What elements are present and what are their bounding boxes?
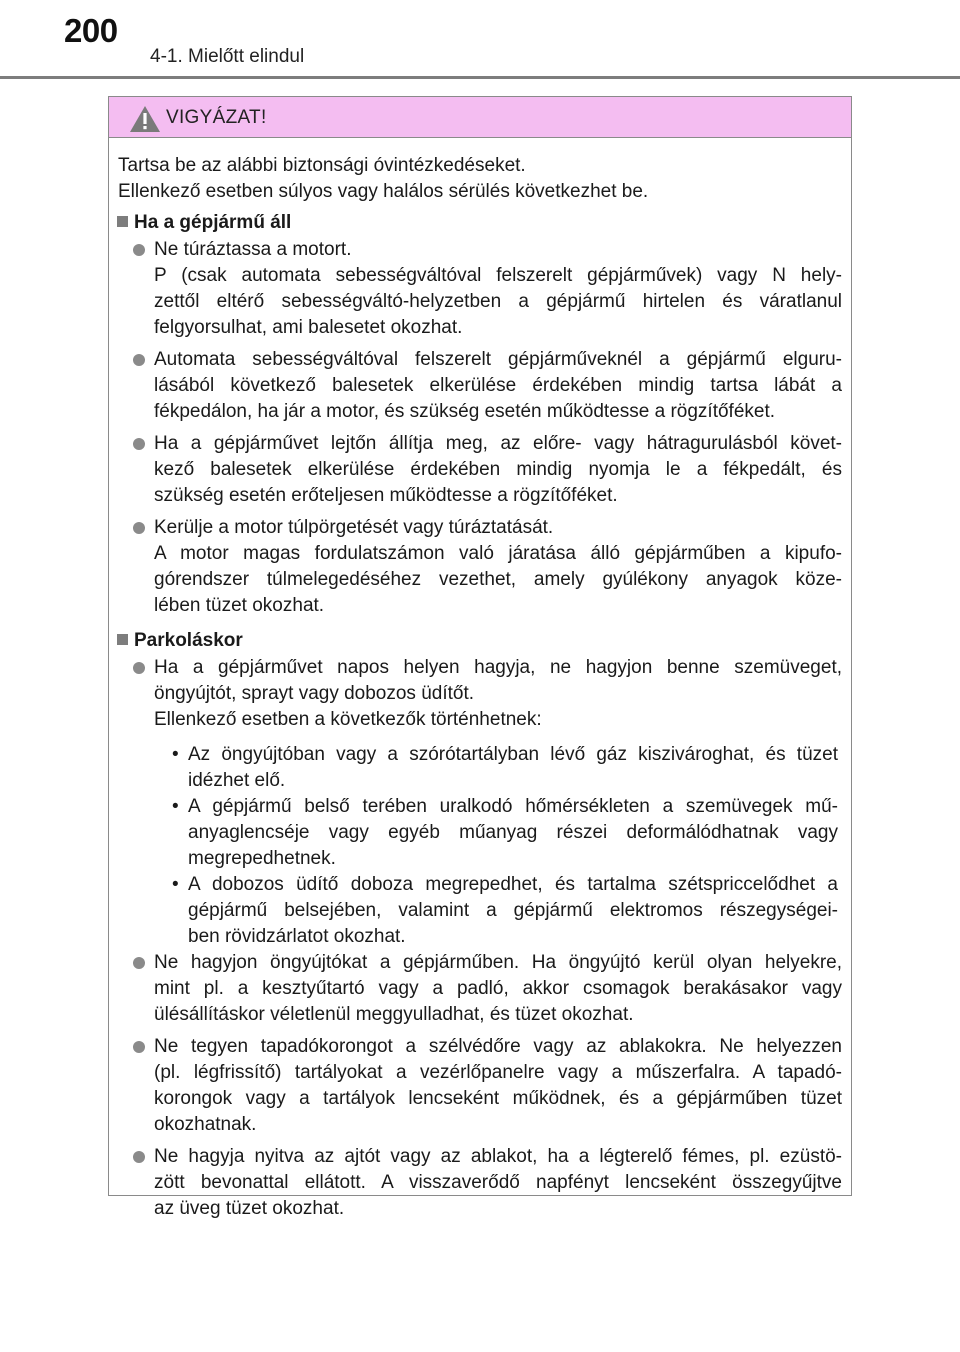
square-bullet-icon: [117, 216, 128, 227]
list-item-line: P (csak automata sebességváltóval felszerelt gépjárművek) vagy N hely-: [154, 265, 842, 286]
bullet-dot-icon: [133, 354, 145, 366]
intro-line: Tartsa be az alábbi biztonsági óvintézkedéseket.: [118, 155, 526, 176]
list-item-line: Ne túráztassa a motort.: [154, 239, 352, 260]
page-number: 200: [64, 12, 118, 49]
warning-triangle-icon: [129, 105, 161, 133]
bullet-dot-icon: [133, 244, 145, 256]
sub-item-line: megrepedhetnek.: [188, 848, 336, 869]
list-item-line: Automata sebességváltóval felszerelt gépjárműveknél a gépjármű elguru-: [154, 349, 842, 370]
list-item-line: kező balesetek elkerülése érdekében mindig nyomja le a fékpedált, és: [154, 459, 842, 480]
sub-bullet: •: [172, 796, 179, 817]
list-item-line: ülésállításkor véletlenül meggyulladhat, és tüzet okozhat.: [154, 1004, 634, 1025]
header-rule: [0, 76, 960, 79]
list-item-line: Ne tegyen tapadókorongot a szélvédőre vagy az ablakokra. Ne helyezzen: [154, 1036, 842, 1057]
list-item-line: az üveg tüzet okozhat.: [154, 1198, 345, 1219]
list-item-line: górendszer túlmelegedéséhez vezethet, amely gyúlékony anyagok köze-: [154, 569, 842, 590]
list-item-line: zött bevonattal ellátott. A visszaverődő napfényt lencseként összegyűjtve: [154, 1172, 842, 1193]
section-heading: Parkoláskor: [117, 628, 243, 654]
sub-item-line: gépjármű belsejében, valamint a gépjármű elektromos részegységei-: [188, 900, 838, 921]
list-item-line: lében tüzet okozhat.: [154, 595, 325, 616]
warning-box: [108, 96, 852, 1219]
list-item-line: korongok vagy a tartályok lencseként működnek, és a gépjárműben tüzet: [154, 1088, 842, 1109]
warning-header: [109, 97, 851, 138]
sub-item-line: A gépjármű belső terében uralkodó hőmérsékleten a szemüvegek mű-: [188, 796, 838, 817]
page-header: [0, 0, 960, 80]
list-item-line: zettől eltérő sebességváltó-helyzetben a gépjármű hirtelen és váratlanul: [154, 291, 842, 312]
section-title: 4-1. Mielőtt elindul: [150, 46, 305, 67]
bullet-dot-icon: [133, 522, 145, 534]
list-item-line: szükség esetén erőteljesen működtesse a rögzítőféket.: [154, 485, 618, 506]
warning-title: VIGYÁZAT!: [166, 107, 267, 128]
list-item-line: Ellenkező esetben a következők történhetnek:: [154, 709, 542, 730]
list-item-line: lásából következő balesetek elkerülése érdekében mindig tartsa lábát a: [154, 375, 842, 396]
bullet-dot-icon: [133, 957, 145, 969]
list-item-line: A motor magas fordulatszámon való járatása álló gépjárműben a kipufo-: [154, 543, 842, 564]
sub-bullet: •: [172, 744, 179, 765]
warning-body: [109, 138, 851, 1219]
bullet-dot-icon: [133, 438, 145, 450]
bullet-dot-icon: [133, 1041, 145, 1053]
sub-bullet: •: [172, 874, 179, 895]
sub-item-line: A dobozos üdítő doboza megrepedhet, és tartalma szétspriccelődhet a: [188, 874, 838, 895]
sub-item-line: anyaglencséje vagy egyéb műanyag részei deformálódhatnak vagy: [188, 822, 838, 843]
list-item-line: öngyújtót, sprayt vagy dobozos üdítőt.: [154, 683, 475, 704]
sub-item-line: Az öngyújtóban vagy a szórótartályban lévő gáz kiszivároghat, és tüzet: [188, 744, 838, 765]
list-item-line: felgyorsulhat, ami balesetet okozhat.: [154, 317, 463, 338]
sub-item-line: idézhet elő.: [188, 770, 286, 791]
bullet-dot-icon: [133, 662, 145, 674]
bullet-dot-icon: [133, 1151, 145, 1163]
list-item-line: fékpedálon, ha jár a motor, és szükség esetén működtesse a rögzítőféket.: [154, 401, 776, 422]
intro-line: Ellenkező esetben súlyos vagy halálos sérülés következhet be.: [118, 181, 649, 202]
list-item-line: Ha a gépjárművet napos helyen hagyja, ne hagyjon benne szemüveget,: [154, 657, 842, 678]
sub-item-line: ben rövidzárlatot okozhat.: [188, 926, 406, 947]
section-heading: Ha a gépjármű áll: [117, 210, 291, 236]
square-bullet-icon: [117, 634, 128, 645]
list-item-line: Ha a gépjárművet lejtőn állítja meg, az előre- vagy hátragurulásból követ-: [154, 433, 842, 454]
list-item-line: Kerülje a motor túlpörgetését vagy túráztatását.: [154, 517, 554, 538]
list-item-line: mint pl. a kesztyűtartó vagy a padló, akkor csomagok berakásakor vagy: [154, 978, 842, 999]
list-item-line: Ne hagyja nyitva az ajtót vagy az ablakot, ha a légterelő fémes, pl. ezüstö-: [154, 1146, 842, 1167]
list-item-line: okozhatnak.: [154, 1114, 257, 1135]
list-item-line: (pl. légfrissítő) tartályokat a vezérlőpanelre vagy a műszerfalra. A tapadó-: [154, 1062, 842, 1083]
list-item-line: Ne hagyjon öngyújtókat a gépjárműben. Ha öngyújtó kerül olyan helyekre,: [154, 952, 842, 973]
